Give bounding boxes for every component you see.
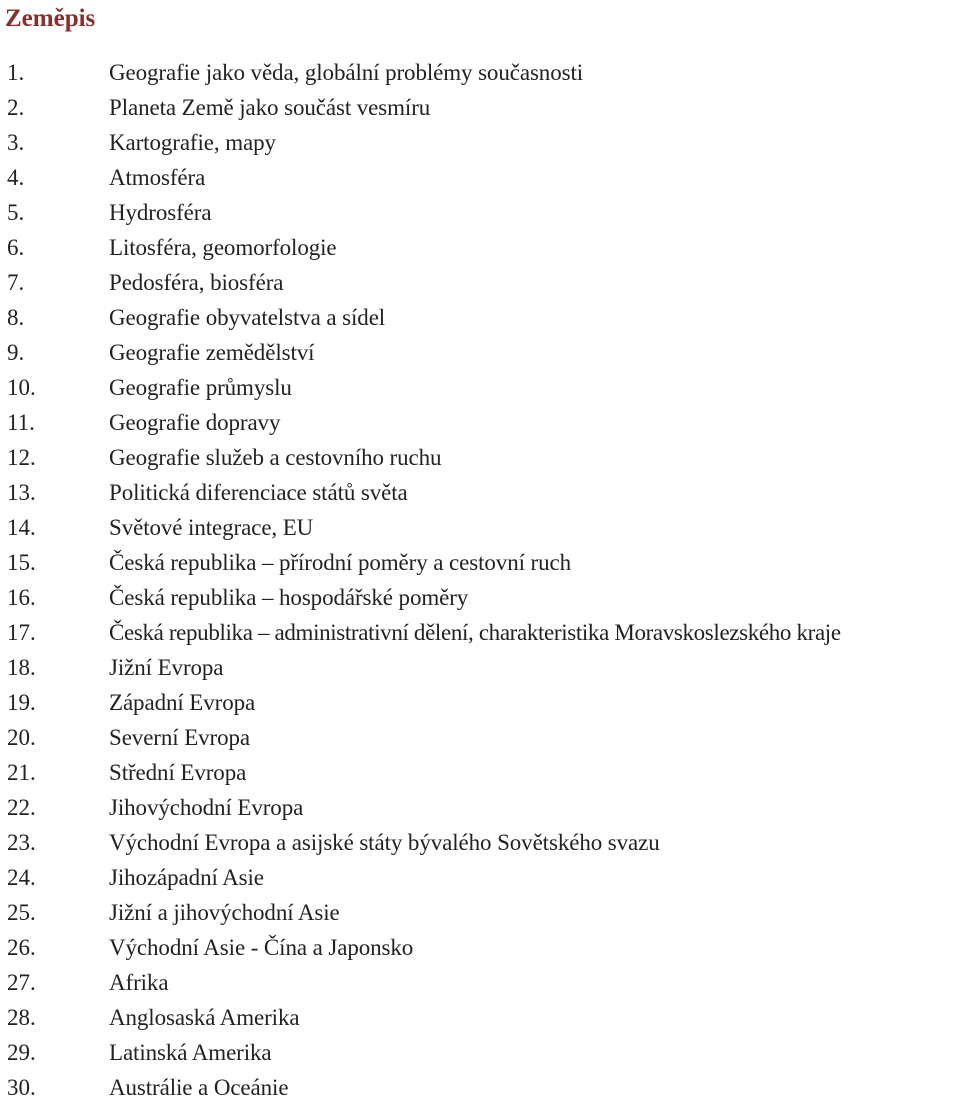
topic-text: Geografie jako věda, globální problémy současnosti [109,59,584,85]
list-item [0,475,960,510]
list-item [0,1070,960,1105]
list-item [0,370,960,405]
topic-number: 28. [7,1004,36,1030]
list-item [0,545,960,580]
topic-text: Světové integrace, EU [109,514,314,540]
topic-text: Pedosféra, biosféra [109,269,284,295]
topic-number: 22. [7,794,36,820]
topic-list [0,55,960,1105]
list-item [0,265,960,300]
topic-text: Jihovýchodní Evropa [109,794,304,820]
topic-text: Česká republika – administrativní dělení, charakteristika Moravskoslezského kraje [109,619,841,645]
list-item [0,1000,960,1035]
topic-number: 15. [7,549,36,575]
topic-number: 10. [7,374,36,400]
topic-text: Česká republika – hospodářské poměry [109,584,469,610]
topic-number: 24. [7,864,36,890]
list-item [0,510,960,545]
list-item [0,615,960,650]
list-item [0,720,960,755]
topic-text: Hydrosféra [109,199,212,225]
list-item [0,160,960,195]
topic-number: 21. [7,759,36,785]
topic-number: 11. [7,409,35,435]
topic-number: 17. [7,619,36,645]
list-item [0,825,960,860]
list-item [0,860,960,895]
topic-text: Geografie průmyslu [109,374,292,400]
topic-text: Planeta Země jako součást vesmíru [109,94,431,120]
topic-text: Geografie obyvatelstva a sídel [109,304,386,330]
list-item [0,125,960,160]
topic-number: 7. [7,269,25,295]
topic-text: Východní Asie - Čína a Japonsko [109,934,414,960]
topic-text: Česká republika – přírodní poměry a cestovní ruch [109,549,571,575]
topic-text: Jihozápadní Asie [109,864,264,890]
topic-text: Jižní Evropa [109,654,224,680]
topic-number: 19. [7,689,36,715]
list-item [0,335,960,370]
topic-text: Geografie dopravy [109,409,281,435]
topic-number: 13. [7,479,36,505]
list-item [0,755,960,790]
list-item [0,230,960,265]
topic-text: Kartografie, mapy [109,129,276,155]
topic-text: Geografie zemědělství [109,339,315,365]
topic-text: Východní Evropa a asijské státy bývalého Sovětského svazu [109,829,660,855]
list-item [0,685,960,720]
topic-number: 4. [7,164,25,190]
list-item [0,55,960,90]
list-item [0,965,960,1000]
page-title: Zeměpis [5,5,96,32]
topic-text: Západní Evropa [109,689,256,715]
topic-number: 18. [7,654,36,680]
topic-number: 2. [7,94,25,120]
topic-number: 30. [7,1074,36,1100]
topic-text: Jižní a jihovýchodní Asie [109,899,340,925]
topic-text: Afrika [109,969,169,995]
topic-text: Severní Evropa [109,724,251,750]
topic-number: 1. [7,59,25,85]
topic-text: Latinská Amerika [109,1039,272,1065]
topic-number: 29. [7,1039,36,1065]
topic-text: Austrálie a Oceánie [109,1074,289,1100]
topic-text: Atmosféra [109,164,206,190]
topic-text: Anglosaská Amerika [109,1004,300,1030]
list-item [0,790,960,825]
topic-number: 8. [7,304,25,330]
topic-number: 5. [7,199,25,225]
topic-number: 9. [7,339,25,365]
list-item [0,300,960,335]
topic-text: Střední Evropa [109,759,247,785]
topic-number: 27. [7,969,36,995]
list-item [0,440,960,475]
list-item [0,1035,960,1070]
topic-number: 23. [7,829,36,855]
list-item [0,195,960,230]
topic-text: Politická diferenciace států světa [109,479,408,505]
topic-number: 20. [7,724,36,750]
list-item [0,895,960,930]
topic-text: Geografie služeb a cestovního ruchu [109,444,442,470]
topic-number: 14. [7,514,36,540]
topic-text: Litosféra, geomorfologie [109,234,337,260]
topic-number: 6. [7,234,25,260]
list-item [0,930,960,965]
topic-number: 26. [7,934,36,960]
list-item [0,405,960,440]
topic-number: 12. [7,444,36,470]
list-item [0,90,960,125]
topic-number: 16. [7,584,36,610]
list-item [0,580,960,615]
topic-number: 3. [7,129,25,155]
list-item [0,650,960,685]
topic-number: 25. [7,899,36,925]
